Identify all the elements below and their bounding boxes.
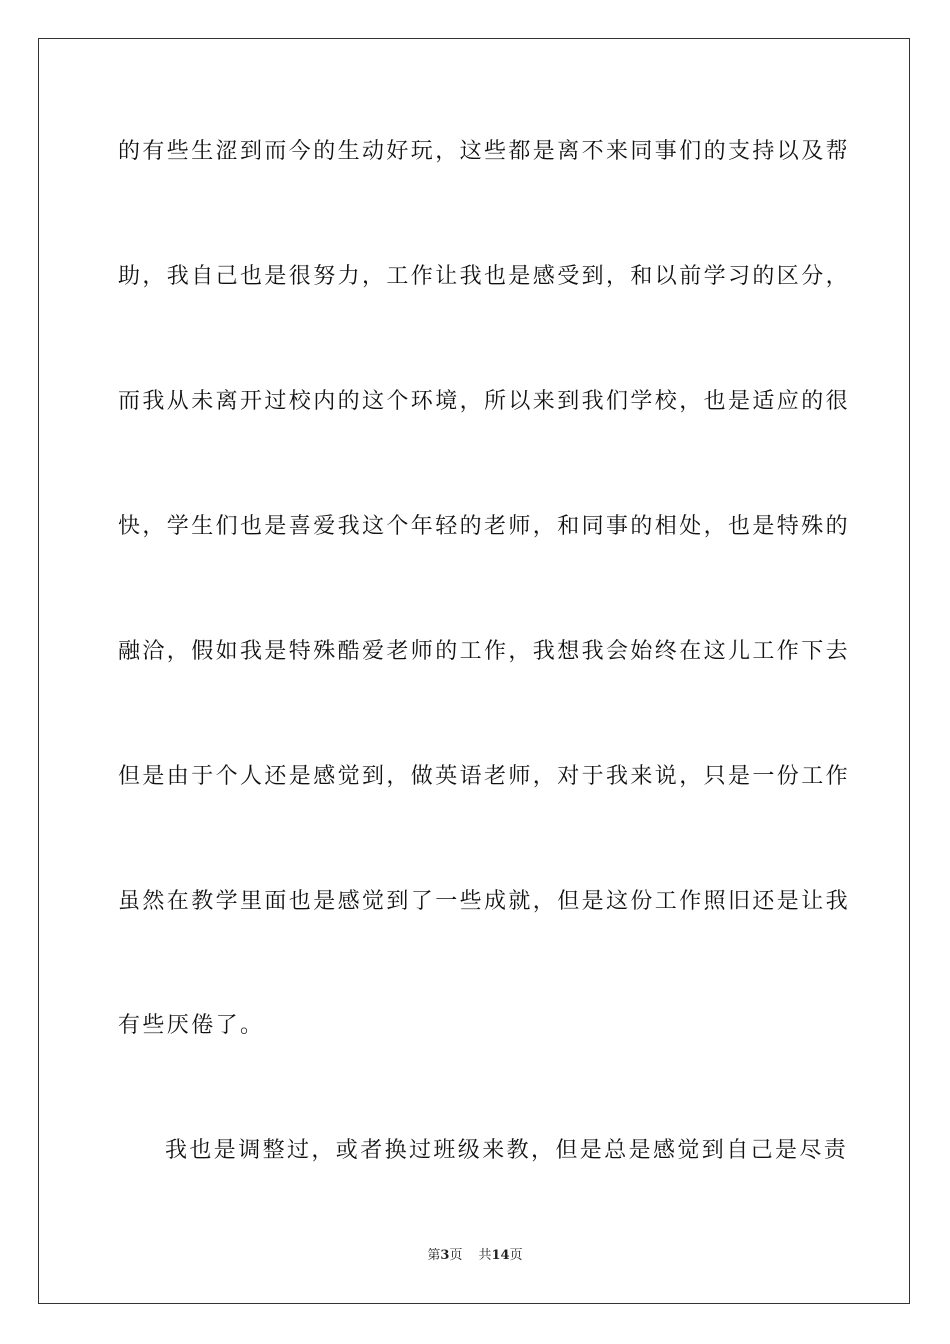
body-text-line: 融洽，假如我是特殊酷爱老师的工作，我想我会始终在这儿工作下去 [118, 639, 851, 664]
body-text-line: 但是由于个人还是感觉到，做英语老师，对于我来说，只是一份工作 [118, 764, 851, 789]
body-text-line: 而我从未离开过校内的这个环境，所以来到我们学校，也是适应的很 [118, 389, 851, 414]
page-number: 3 [440, 1248, 450, 1263]
page-prefix: 第 [427, 1248, 441, 1263]
total-suffix: 页 [509, 1248, 523, 1263]
page-frame [38, 38, 910, 1304]
body-text-line: 快，学生们也是喜爱我这个年轻的老师，和同事的相处，也是特殊的 [118, 514, 851, 539]
total-prefix: 共 [478, 1248, 492, 1263]
page-footer [0, 1247, 950, 1265]
page-suffix: 页 [449, 1248, 463, 1263]
body-text-line: 有些厌倦了。 [118, 1013, 265, 1038]
body-text-line: 助，我自己也是很努力，工作让我也是感受到，和以前学习的区分， [118, 264, 851, 289]
total-pages: 14 [491, 1248, 510, 1263]
body-text-line: 的有些生涩到而今的生动好玩，这些都是离不来同事们的支持以及帮 [118, 139, 851, 164]
paragraph-first-line: 我也是调整过，或者换过班级来教，但是总是感觉到自己是尽责 [165, 1138, 849, 1163]
body-text-line: 虽然在教学里面也是感觉到了一些成就，但是这份工作照旧还是让我 [118, 889, 851, 914]
